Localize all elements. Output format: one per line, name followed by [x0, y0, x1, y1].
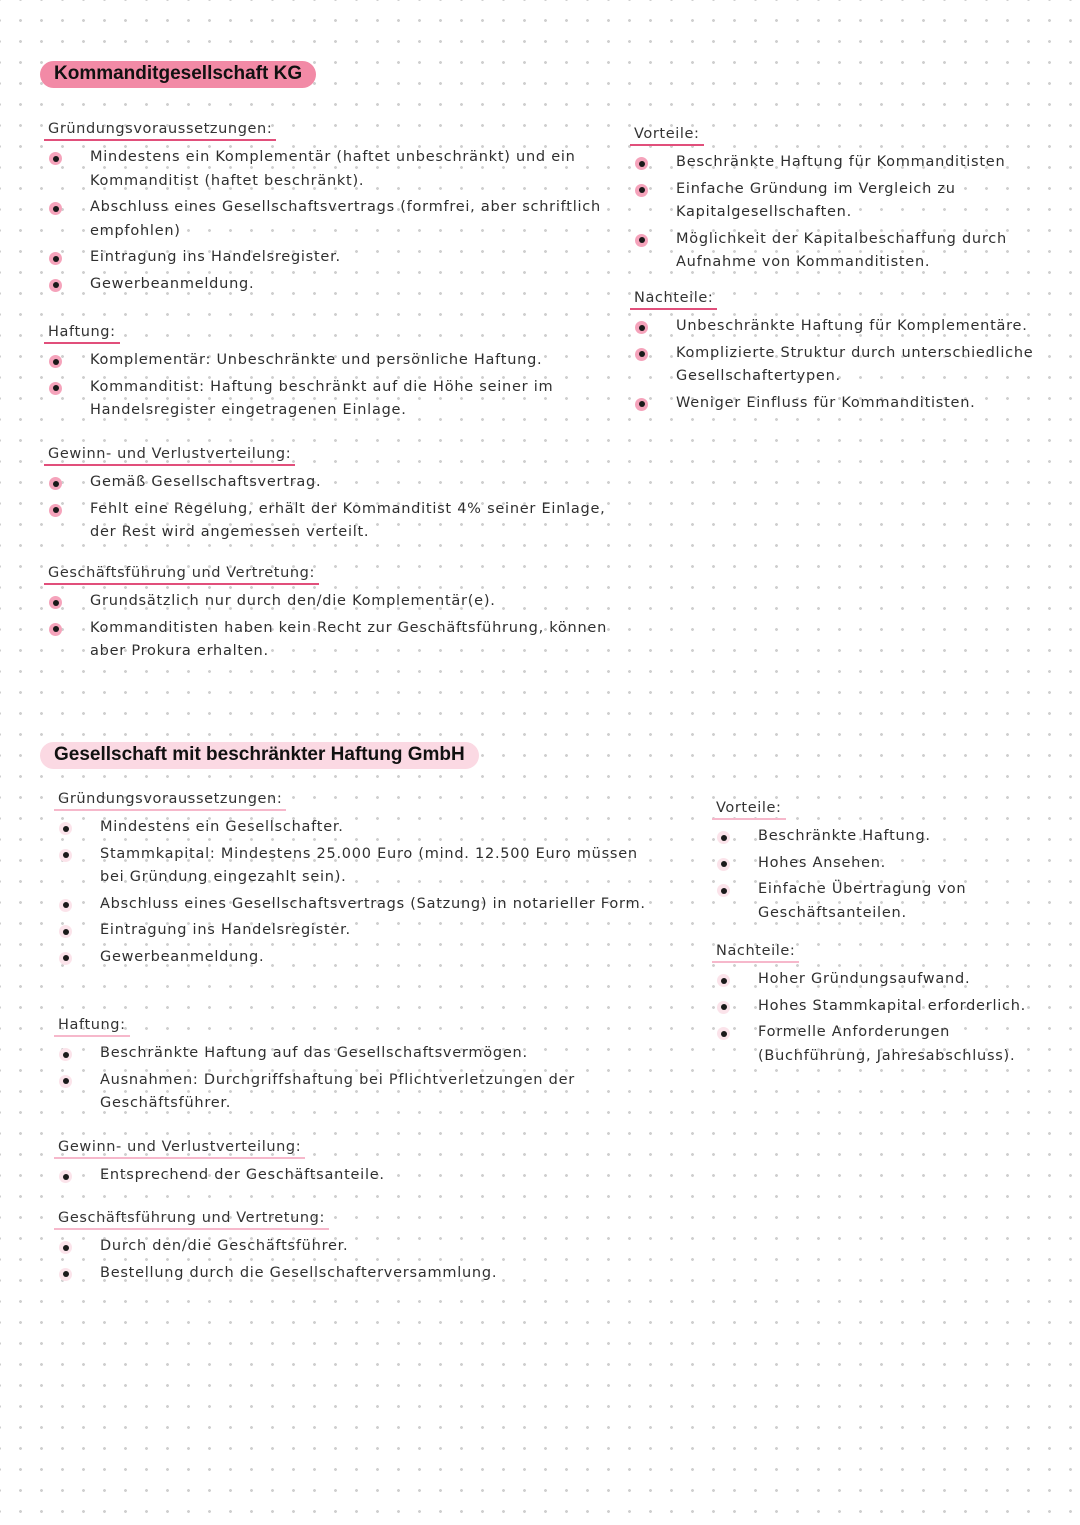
list-item: [716, 852, 1056, 876]
bullet-icon: [635, 234, 648, 247]
bullet-icon: [59, 822, 72, 835]
gmbh-fuehrung-list: [58, 1235, 658, 1285]
list-item-text: Abschluss eines Gesellschaftsvertrags (formfrei, aber schriftlich empfohlen): [90, 199, 601, 239]
bullet-icon: [717, 884, 730, 897]
list-item-text: Abschluss eines Gesellschaftsvertrags (Satzung) in notarieller Form.: [100, 895, 646, 912]
kg-gewinn-heading: Gewinn- und Verlustverteilung:: [44, 446, 295, 466]
list-item-text: Hoher Gründungsaufwand.: [758, 971, 971, 987]
list-item-text: Fehlt eine Regelung, erhält der Kommanditist 4% seiner Einlage, der Rest wird angemessen verteilt.: [90, 500, 606, 540]
list-item-text: Mindestens ein Komplementär (haftet unbeschränkt) und ein Kommanditist (haftet beschränkt).: [90, 149, 576, 189]
gmbh-nachteile-block: [716, 940, 1056, 1071]
bullet-icon: [59, 849, 72, 862]
list-item-text: Formelle Anforderungen (Buchführung, Jahresabschluss).: [758, 1024, 1016, 1064]
list-item: [716, 968, 1056, 992]
kg-fuehrung-heading: Geschäftsführung und Vertretung:: [44, 565, 319, 585]
list-item: [48, 196, 608, 243]
list-item-text: Ausnahmen: Durchgriffshaftung bei Pflichtverletzungen der Geschäftsführer.: [100, 1071, 575, 1111]
gmbh-haftung-block: [58, 1014, 658, 1119]
list-item: [716, 1021, 1056, 1068]
list-item: [634, 392, 1054, 416]
bullet-icon: [717, 974, 730, 987]
list-item: [716, 878, 1056, 925]
list-item-text: Kommanditist: Haftung beschränkt auf die Höhe seiner im Handelsregister eingetragenen Einlage.: [90, 378, 554, 418]
gmbh-fuehrung-heading: Geschäftsführung und Vertretung:: [54, 1210, 329, 1230]
list-item: [48, 376, 608, 423]
list-item-text: Hohes Ansehen.: [758, 854, 887, 871]
list-item-text: Gewerbeanmeldung.: [100, 948, 265, 965]
list-item-text: Beschränkte Haftung für Kommanditisten: [676, 154, 1006, 170]
list-item: [58, 919, 658, 943]
gmbh-gewinn-list: [58, 1164, 658, 1188]
kg-gruendung-block: [48, 118, 608, 299]
list-item: [58, 1042, 658, 1066]
list-item: [634, 342, 1054, 389]
gmbh-right-column: [716, 797, 1056, 1087]
list-item-text: Möglichkeit der Kapitalbeschaffung durch Aufnahme von Kommanditisten.: [676, 230, 1007, 270]
list-item-text: Beschränkte Haftung.: [758, 828, 931, 844]
list-item: [48, 498, 608, 545]
list-item-text: Entsprechend der Geschäftsanteile.: [100, 1167, 385, 1183]
list-item: [634, 178, 1054, 225]
list-item: [716, 825, 1056, 849]
bullet-icon: [49, 596, 62, 609]
list-item: [48, 471, 608, 495]
bullet-icon: [49, 504, 62, 517]
gmbh-vorteile-block: [716, 797, 1056, 928]
list-item: [58, 1164, 658, 1188]
gmbh-vorteile-list: [716, 825, 1056, 925]
list-item: [58, 1235, 658, 1259]
list-item-text: Grundsätzlich nur durch den/die Komplementär(e).: [90, 593, 496, 609]
bullet-icon: [635, 157, 648, 170]
gmbh-fuehrung-block: [58, 1207, 658, 1288]
bullet-icon: [49, 623, 62, 636]
list-item: [58, 816, 658, 840]
list-item: [48, 246, 608, 270]
bullet-icon: [59, 952, 72, 965]
bullet-icon: [59, 1268, 72, 1281]
bullet-icon: [49, 279, 62, 292]
list-item: [48, 590, 608, 614]
kg-title: Kommanditgesellschaft KG: [40, 61, 316, 88]
kg-right-column: [634, 123, 1054, 443]
list-item: [58, 893, 658, 917]
bullet-icon: [49, 382, 62, 395]
kg-nachteile-block: [634, 287, 1054, 418]
bullet-icon: [49, 202, 62, 215]
list-item-text: Einfache Gründung im Vergleich zu Kapitalgesellschaften.: [676, 180, 956, 220]
list-item: [634, 228, 1054, 275]
bullet-icon: [717, 1027, 730, 1040]
list-item: [48, 273, 608, 297]
bullet-icon: [49, 477, 62, 490]
bullet-icon: [49, 252, 62, 265]
gmbh-gruendung-list: [58, 816, 658, 969]
kg-gruendung-heading: Gründungsvoraussetzungen:: [44, 121, 276, 141]
list-item-text: Mindestens ein Gesellschafter.: [100, 819, 344, 835]
list-item-text: Beschränkte Haftung auf das Gesellschaftsvermögen.: [100, 1045, 528, 1061]
bullet-icon: [717, 858, 730, 871]
list-item: [58, 1262, 658, 1286]
kg-haftung-block: [48, 321, 608, 426]
bullet-icon: [49, 152, 62, 165]
bullet-icon: [635, 184, 648, 197]
kg-nachteile-list: [634, 315, 1054, 415]
gmbh-nachteile-list: [716, 968, 1056, 1068]
list-item-text: Bestellung durch die Gesellschafterversammlung.: [100, 1264, 498, 1281]
list-item: [48, 349, 608, 373]
kg-haftung-heading: Haftung:: [44, 324, 120, 344]
bullet-icon: [59, 899, 72, 912]
list-item: [634, 151, 1054, 175]
bullet-icon: [59, 1048, 72, 1061]
bullet-icon: [717, 831, 730, 844]
bullet-icon: [635, 398, 648, 411]
kg-fuehrung-block: [48, 562, 608, 667]
gmbh-title: Gesellschaft mit beschränkter Haftung GmbH: [40, 742, 479, 769]
list-item-text: Durch den/die Geschäftsführer.: [100, 1238, 349, 1254]
kg-section: [0, 0, 1080, 700]
list-item: [48, 617, 608, 664]
gmbh-gewinn-heading: Gewinn- und Verlustverteilung:: [54, 1139, 305, 1159]
gmbh-haftung-heading: Haftung:: [54, 1017, 130, 1037]
list-item: [634, 315, 1054, 339]
list-item-text: Gemäß Gesellschaftsvertrag.: [90, 474, 322, 490]
gmbh-vorteile-heading: Vorteile:: [712, 800, 786, 820]
kg-vorteile-block: [634, 123, 1054, 278]
bullet-icon: [635, 348, 648, 361]
list-item: [58, 843, 658, 890]
bullet-icon: [49, 355, 62, 368]
kg-left-column: [48, 118, 608, 678]
list-item-text: Komplementär: Unbeschränkte und persönliche Haftung.: [90, 352, 543, 368]
bullet-icon: [717, 1001, 730, 1014]
list-item: [48, 146, 608, 193]
list-item-text: Gewerbeanmeldung.: [90, 275, 255, 292]
list-item-text: Weniger Einfluss für Kommanditisten.: [676, 394, 976, 411]
kg-fuehrung-list: [48, 590, 608, 664]
list-item: [716, 995, 1056, 1019]
list-item-text: Einfache Übertragung von Geschäftsanteilen.: [758, 881, 967, 921]
gmbh-gruendung-block: [58, 788, 658, 972]
list-item-text: Komplizierte Struktur durch unterschiedliche Gesellschaftertypen.: [676, 344, 1034, 384]
list-item-text: Eintragung ins Handelsregister.: [90, 249, 341, 265]
gmbh-haftung-list: [58, 1042, 658, 1116]
kg-vorteile-heading: Vorteile:: [630, 126, 704, 146]
list-item-text: Kommanditisten haben kein Recht zur Geschäftsführung, können aber Prokura erhalten.: [90, 619, 608, 659]
kg-vorteile-list: [634, 151, 1054, 275]
bullet-icon: [635, 321, 648, 334]
list-item-text: Hohes Stammkapital erforderlich.: [758, 997, 1027, 1014]
bullet-icon: [59, 1075, 72, 1088]
gmbh-section: [0, 730, 1080, 1310]
kg-nachteile-heading: Nachteile:: [630, 290, 717, 310]
bullet-icon: [59, 925, 72, 938]
list-item-text: Eintragung ins Handelsregister.: [100, 922, 351, 938]
bullet-icon: [59, 1170, 72, 1183]
list-item: [58, 1069, 658, 1116]
list-item-text: Unbeschränkte Haftung für Komplementäre.: [676, 318, 1028, 334]
kg-gewinn-block: [48, 443, 608, 548]
list-item-text: Stammkapital: Mindestens 25.000 Euro (mind. 12.500 Euro müssen bei Gründung eingezahlt sein).: [100, 845, 638, 885]
gmbh-gewinn-block: [58, 1136, 658, 1191]
gmbh-left-column: [58, 788, 658, 1298]
kg-gruendung-list: [48, 146, 608, 296]
kg-haftung-list: [48, 349, 608, 423]
bullet-icon: [59, 1241, 72, 1254]
kg-gewinn-list: [48, 471, 608, 545]
gmbh-nachteile-heading: Nachteile:: [712, 943, 799, 963]
gmbh-gruendung-heading: Gründungsvoraussetzungen:: [54, 791, 286, 811]
list-item: [58, 946, 658, 970]
